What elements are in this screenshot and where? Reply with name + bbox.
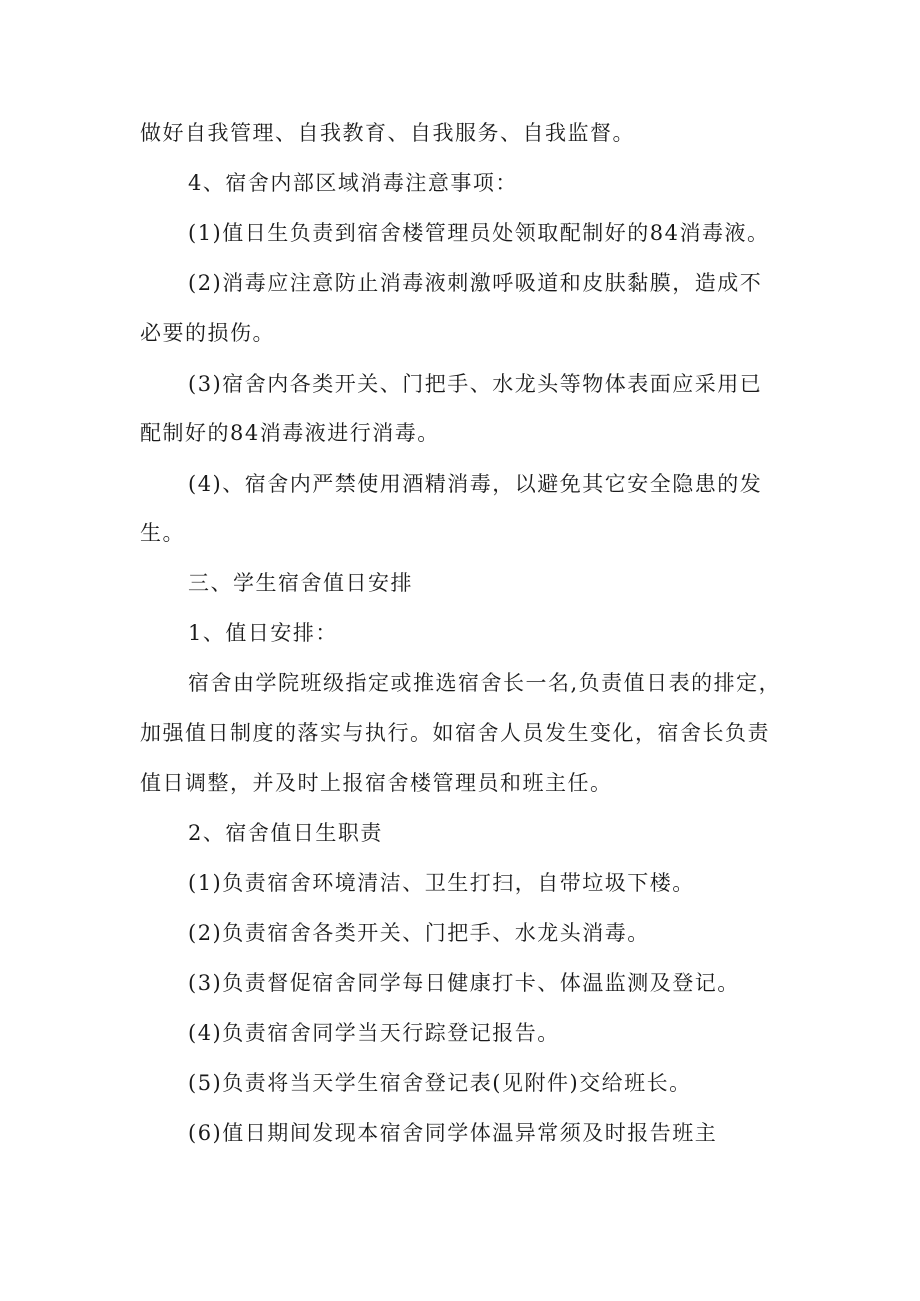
subsection-heading: 1、值日安排： [188, 621, 338, 645]
list-item: (4)负责宿舍同学当天行踪登记报告。 [188, 1021, 560, 1045]
text-line: 生。 [140, 521, 185, 545]
text-line: 配制好的84消毒液进行消毒。 [140, 421, 440, 445]
list-item: (1)值日生负责到宿舍楼管理员处领取配制好的84消毒液。 [188, 221, 770, 245]
subsection-heading: 2、宿舍值日生职责 [188, 821, 383, 845]
text-line: 必要的损伤。 [140, 321, 275, 345]
list-item: (5)负责将当天学生宿舍登记表(见附件)交给班长。 [188, 1071, 692, 1095]
list-item: (3)宿舍内各类开关、门把手、水龙头等物体表面应采用已 [188, 372, 763, 396]
section-heading: 三、学生宿舍值日安排 [188, 571, 413, 595]
list-item: (3)负责督促宿舍同学每日健康打卡、体温监测及登记。 [188, 971, 740, 995]
list-item: (2)消毒应注意防止消毒液刺激呼吸道和皮肤黏膜，造成不 [188, 271, 763, 295]
paragraph-line: 加强值日制度的落实与执行。如宿舍人员发生变化，宿舍长负责 [140, 721, 770, 745]
text-line: 做好自我管理、自我教育、自我服务、自我监督。 [140, 121, 635, 145]
paragraph-line: 宿舍由学院班级指定或推选宿舍长一名,负责值日表的排定， [188, 671, 782, 695]
paragraph-line: 值日调整，并及时上报宿舍楼管理员和班主任。 [140, 771, 613, 795]
list-item: (4)、宿舍内严禁使用酒精消毒，以避免其它安全隐患的发 [188, 472, 763, 496]
list-item: (1)负责宿舍环境清洁、卫生打扫，自带垃圾下楼。 [188, 871, 695, 895]
list-item: (6)值日期间发现本宿舍同学体温异常须及时报告班主 [188, 1121, 718, 1145]
list-item: (2)负责宿舍各类开关、门把手、水龙头消毒。 [188, 921, 650, 945]
section-heading: 4、宿舍内部区域消毒注意事项： [188, 171, 518, 195]
